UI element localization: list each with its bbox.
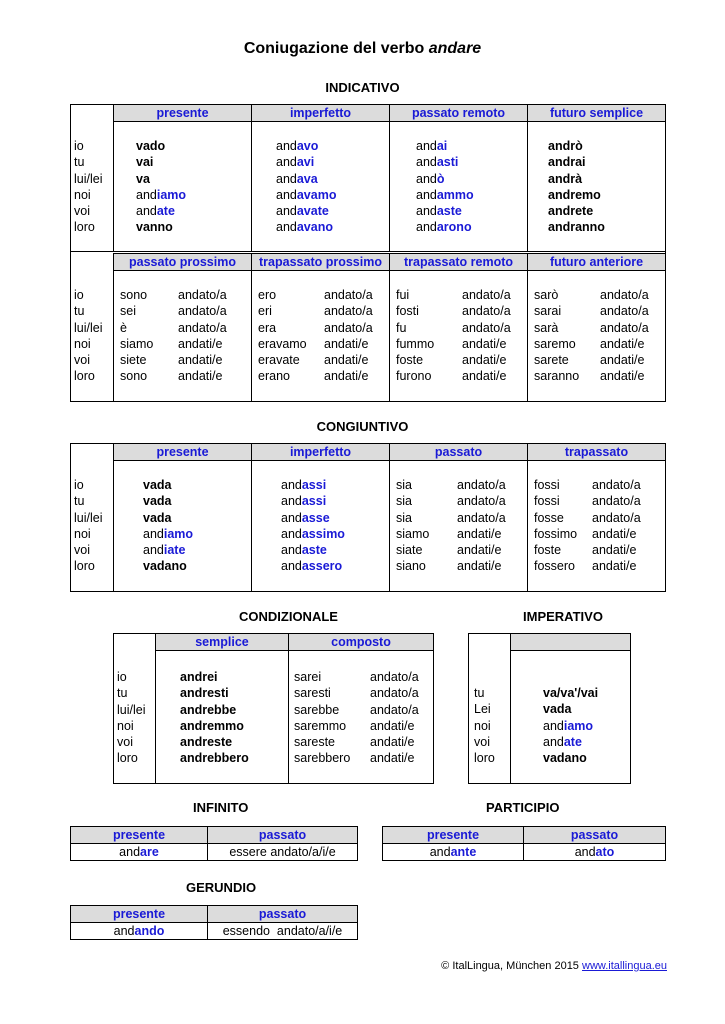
- section-title-indicativo: INDICATIVO: [325, 80, 400, 95]
- list-item: tu: [117, 686, 128, 701]
- header-gerundio-presente: presente: [71, 906, 208, 923]
- list-item: sarete: [534, 353, 569, 368]
- header-indicativo-presente: presente: [113, 104, 252, 122]
- list-item: andasse: [281, 510, 330, 525]
- header-indicativo-passato-remoto: passato remoto: [389, 104, 528, 122]
- list-item: io: [74, 478, 84, 492]
- divider: [251, 104, 252, 252]
- list-item: andremmo: [180, 718, 244, 733]
- list-item: vanno: [136, 220, 173, 235]
- list-item: andati/e: [600, 336, 645, 351]
- list-item: voi: [74, 353, 90, 368]
- list-item: andato/a: [178, 288, 227, 302]
- list-item: andiamo: [136, 187, 187, 202]
- congiuntivo-passato-aux: [396, 477, 429, 575]
- indicativo-presente-forms: [136, 138, 186, 236]
- list-item: andati/e: [462, 336, 507, 351]
- condizionale-semplice-forms: [180, 669, 249, 767]
- list-item: furono: [396, 369, 432, 384]
- list-item: andremo: [548, 187, 601, 202]
- list-item: sarò: [534, 288, 559, 302]
- list-item: andato/a: [457, 478, 506, 492]
- list-item: saremmo: [294, 718, 347, 733]
- congiuntivo-presente-forms: [143, 477, 193, 575]
- list-item: lui/lei: [117, 702, 146, 717]
- list-item: andranno: [548, 220, 605, 235]
- list-item: andaste: [416, 204, 462, 219]
- participio-presente: andante: [383, 844, 524, 861]
- list-item: andato/a: [370, 670, 419, 684]
- list-item: andati/e: [462, 369, 507, 384]
- trapassato-prossimo-aux: [258, 287, 307, 385]
- imperativo-forms: [543, 685, 598, 766]
- list-item: tu: [74, 304, 85, 319]
- list-item: andassero: [281, 559, 343, 574]
- list-item: loro: [74, 220, 95, 235]
- list-item: sarei: [294, 670, 322, 684]
- list-item: loro: [117, 751, 138, 766]
- list-item: andavano: [276, 220, 333, 235]
- header-congiuntivo-passato: passato: [389, 443, 528, 461]
- header-condizionale-composto: composto: [288, 633, 434, 651]
- list-item: andato/a: [324, 304, 373, 319]
- list-item: andrebbero: [180, 751, 249, 766]
- header-congiuntivo-trapassato: trapassato: [527, 443, 666, 461]
- list-item: andate: [543, 734, 582, 749]
- section-title-participio: PARTICIPIO: [486, 800, 560, 815]
- pronoun-column: [74, 477, 103, 575]
- list-item: sei: [120, 304, 136, 319]
- list-item: andati/e: [457, 559, 502, 574]
- list-item: voi: [74, 543, 90, 558]
- list-item: andate: [136, 204, 175, 219]
- infinito-table: [70, 826, 358, 861]
- list-item: andrebbe: [180, 702, 237, 717]
- list-item: andato/a: [178, 320, 227, 335]
- list-item: vada: [543, 702, 572, 717]
- list-item: è: [120, 320, 127, 335]
- list-item: era: [258, 320, 277, 335]
- list-item: sareste: [294, 735, 335, 750]
- list-item: andavamo: [276, 187, 337, 202]
- list-item: andreste: [180, 735, 233, 750]
- list-item: andato/a: [600, 304, 649, 319]
- indicativo-passato-remoto-forms: [416, 138, 474, 236]
- list-item: andati/e: [592, 526, 637, 541]
- divider: [113, 443, 114, 592]
- list-item: andato/a: [370, 702, 419, 717]
- list-item: vada: [143, 494, 172, 509]
- header-imperativo: [510, 633, 631, 651]
- list-item: andati/e: [592, 543, 637, 558]
- list-item: saresti: [294, 686, 331, 701]
- list-item: fummo: [396, 336, 435, 351]
- header-infinito-presente: presente: [71, 827, 208, 844]
- list-item: fossero: [534, 559, 575, 574]
- list-item: Lei: [474, 702, 491, 717]
- header-passato-prossimo: passato prossimo: [113, 253, 252, 271]
- header-congiuntivo-presente: presente: [113, 443, 252, 461]
- list-item: sarebbe: [294, 702, 340, 717]
- congiuntivo-trapassato-participle: [592, 477, 641, 575]
- header-gerundio-passato: passato: [208, 906, 358, 923]
- list-item: andresti: [180, 686, 229, 701]
- list-item: andati/e: [178, 353, 223, 368]
- list-item: andaste: [281, 543, 327, 558]
- futuro-anteriore-aux: [534, 287, 579, 385]
- list-item: andato/a: [457, 494, 506, 509]
- divider: [155, 633, 156, 784]
- list-item: sarà: [534, 320, 559, 335]
- list-item: loro: [74, 559, 95, 574]
- list-item: siamo: [120, 336, 154, 351]
- list-item: andato/a: [370, 686, 419, 701]
- list-item: andò: [416, 171, 445, 186]
- list-item: sia: [396, 510, 412, 525]
- list-item: fossi: [534, 494, 560, 509]
- list-item: vadano: [143, 559, 187, 574]
- list-item: fosti: [396, 304, 419, 319]
- list-item: sia: [396, 478, 412, 492]
- list-item: andarono: [416, 220, 472, 235]
- list-item: voi: [474, 734, 490, 749]
- list-item: voi: [74, 204, 90, 219]
- condizionale-composto-participle: [370, 669, 419, 767]
- list-item: noi: [117, 718, 134, 733]
- page-title: Coniugazione del verbo andare: [243, 40, 482, 57]
- header-infinito-passato: passato: [208, 827, 358, 844]
- passato-prossimo-aux: [120, 287, 153, 385]
- list-item: andati/e: [457, 526, 502, 541]
- list-item: sarebbero: [294, 751, 351, 766]
- list-item: andati/e: [457, 543, 502, 558]
- copyright-text: © ItalLingua, München 2015: [441, 960, 582, 972]
- list-item: andassi: [281, 478, 327, 492]
- list-item: andavo: [276, 139, 319, 153]
- list-item: lui/lei: [74, 320, 103, 335]
- header-trapassato-remoto: trapassato remoto: [389, 253, 528, 271]
- list-item: andato/a: [324, 320, 373, 335]
- list-item: saremo: [534, 336, 576, 351]
- infinito-presente: andare: [71, 844, 208, 861]
- trapassato-prossimo-participle: [324, 287, 373, 385]
- list-item: andiamo: [543, 718, 594, 733]
- gerundio-passato: essendo andato/a/i/e: [208, 923, 358, 940]
- list-item: andati/e: [324, 336, 369, 351]
- list-item: vai: [136, 155, 154, 170]
- list-item: andati/e: [592, 559, 637, 574]
- list-item: andati/e: [324, 369, 369, 384]
- list-item: andato/a: [462, 320, 511, 335]
- list-item: andrei: [180, 670, 218, 684]
- list-item: andassimo: [281, 526, 345, 541]
- pronoun-column: [74, 287, 103, 385]
- list-item: foste: [396, 353, 424, 368]
- header-indicativo-futuro-semplice: futuro semplice: [527, 104, 666, 122]
- list-item: saranno: [534, 369, 580, 384]
- list-item: andato/a: [462, 288, 511, 302]
- header-congiuntivo-imperfetto: imperfetto: [251, 443, 390, 461]
- list-item: eri: [258, 304, 272, 319]
- list-item: fosse: [534, 510, 564, 525]
- list-item: fui: [396, 288, 410, 302]
- list-item: noi: [74, 526, 91, 541]
- list-item: tu: [74, 155, 85, 170]
- list-item: eravate: [258, 353, 300, 368]
- list-item: vada: [143, 510, 172, 525]
- list-item: andasti: [416, 155, 459, 170]
- header-indicativo-imperfetto: imperfetto: [251, 104, 390, 122]
- congiuntivo-trapassato-aux: [534, 477, 577, 575]
- list-item: andati/e: [600, 353, 645, 368]
- list-item: andati/e: [178, 369, 223, 384]
- list-item: eravamo: [258, 336, 307, 351]
- list-item: vado: [136, 139, 166, 153]
- trapassato-remoto-aux: [396, 287, 434, 385]
- section-title-infinito: INFINITO: [193, 800, 249, 815]
- list-item: andiamo: [143, 526, 194, 541]
- list-item: fu: [396, 320, 407, 335]
- gerundio-presente: andando: [71, 923, 208, 940]
- divider: [527, 443, 528, 592]
- list-item: andrò: [548, 139, 583, 153]
- section-title-imperativo: IMPERATIVO: [523, 609, 603, 624]
- list-item: tu: [74, 494, 85, 509]
- list-item: andati/e: [462, 353, 507, 368]
- infinito-passato: essere andato/a/i/e: [208, 844, 358, 861]
- passato-prossimo-participle: [178, 287, 227, 385]
- list-item: andati/e: [324, 353, 369, 368]
- futuro-anteriore-participle: [600, 287, 649, 385]
- participio-table: [382, 826, 666, 861]
- list-item: andai: [416, 139, 448, 153]
- list-item: voi: [117, 735, 133, 750]
- header-condizionale-semplice: semplice: [155, 633, 289, 651]
- list-item: andati/e: [370, 751, 415, 766]
- imperativo-pronoun-column: [474, 685, 495, 766]
- list-item: andavi: [276, 155, 315, 170]
- list-item: andato/a: [457, 510, 506, 525]
- list-item: andavate: [276, 204, 329, 219]
- list-item: va: [136, 171, 150, 186]
- list-item: lui/lei: [74, 510, 103, 525]
- list-item: siamo: [396, 526, 430, 541]
- header-participio-presente: presente: [383, 827, 524, 844]
- header-participio-passato: passato: [524, 827, 666, 844]
- list-item: andato/a: [592, 478, 641, 492]
- header-trapassato-prossimo: trapassato prossimo: [251, 253, 390, 271]
- list-item: andrà: [548, 171, 583, 186]
- list-item: loro: [74, 369, 95, 384]
- list-item: siete: [120, 353, 147, 368]
- gerundio-table: [70, 905, 358, 940]
- list-item: io: [74, 288, 84, 302]
- pronoun-column: [117, 669, 146, 767]
- list-item: sia: [396, 494, 412, 509]
- list-item: vada: [143, 478, 172, 492]
- section-title-condizionale: CONDIZIONALE: [239, 609, 338, 624]
- list-item: andato/a: [178, 304, 227, 319]
- list-item: andati/e: [178, 336, 223, 351]
- divider: [389, 443, 390, 592]
- list-item: andammo: [416, 187, 474, 202]
- list-item: andrete: [548, 204, 594, 219]
- section-title-congiuntivo: CONGIUNTIVO: [316, 419, 409, 434]
- divider: [288, 633, 289, 784]
- divider: [527, 253, 528, 402]
- participio-passato: andato: [524, 844, 666, 861]
- list-item: fossimo: [534, 526, 578, 541]
- footer: [441, 960, 667, 972]
- list-item: io: [74, 139, 84, 153]
- section-title-gerundio: GERUNDIO: [186, 880, 257, 895]
- list-item: sarai: [534, 304, 562, 319]
- list-item: io: [117, 670, 127, 684]
- divider: [527, 104, 528, 252]
- list-item: noi: [474, 718, 491, 733]
- list-item: andati/e: [370, 735, 415, 750]
- indicativo-futuro-semplice-forms: [548, 138, 605, 236]
- list-item: loro: [474, 751, 495, 766]
- trapassato-remoto-participle: [462, 287, 511, 385]
- list-item: andava: [276, 171, 318, 186]
- list-item: erano: [258, 369, 290, 384]
- list-item: lui/lei: [74, 171, 103, 186]
- list-item: andato/a: [462, 304, 511, 319]
- list-item: va/va'/vai: [543, 686, 599, 700]
- list-item: andato/a: [592, 494, 641, 509]
- divider: [113, 104, 114, 252]
- condizionale-composto-aux: [294, 669, 350, 767]
- divider: [510, 633, 511, 784]
- divider: [251, 253, 252, 402]
- website-link[interactable]: www.itallingua.eu: [582, 960, 667, 972]
- header-futuro-anteriore: futuro anteriore: [527, 253, 666, 271]
- list-item: siate: [396, 543, 423, 558]
- congiuntivo-imperfetto-forms: [281, 477, 345, 575]
- list-item: andato/a: [600, 288, 649, 302]
- indicativo-imperfetto-forms: [276, 138, 336, 236]
- list-item: andato/a: [324, 288, 373, 302]
- list-item: ero: [258, 288, 277, 302]
- divider: [389, 253, 390, 402]
- list-item: vadano: [543, 751, 587, 766]
- congiuntivo-passato-participle: [457, 477, 506, 575]
- list-item: sono: [120, 288, 148, 302]
- list-item: noi: [74, 187, 91, 202]
- divider: [113, 253, 114, 402]
- divider: [251, 443, 252, 592]
- list-item: andato/a: [592, 510, 641, 525]
- pronoun-column: [74, 138, 103, 236]
- list-item: tu: [474, 686, 485, 700]
- list-item: siano: [396, 559, 426, 574]
- list-item: andrai: [548, 155, 586, 170]
- list-item: foste: [534, 543, 562, 558]
- list-item: andato/a: [600, 320, 649, 335]
- list-item: andassi: [281, 494, 327, 509]
- list-item: fossi: [534, 478, 560, 492]
- list-item: sono: [120, 369, 148, 384]
- list-item: andati/e: [370, 718, 415, 733]
- divider: [389, 104, 390, 252]
- list-item: andati/e: [600, 369, 645, 384]
- list-item: andiate: [143, 543, 186, 558]
- list-item: noi: [74, 336, 91, 351]
